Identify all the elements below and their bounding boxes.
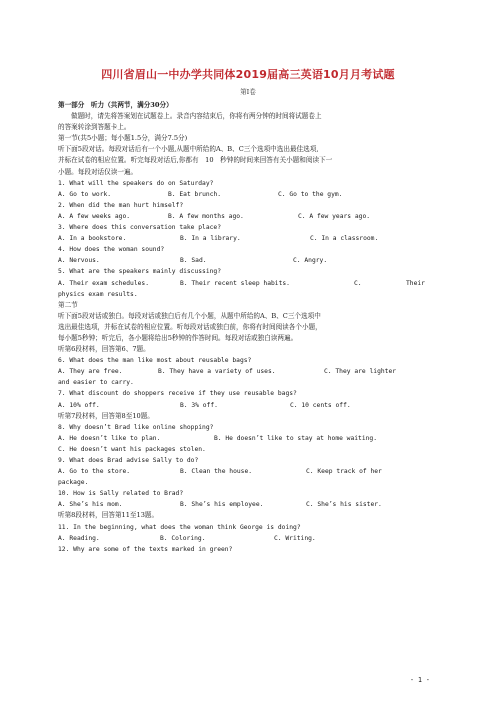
section2-title: 第二节 xyxy=(58,300,78,309)
question-5-continued: physics exam results. xyxy=(58,290,138,298)
question-1: 1. What will the speakers do on Saturday? xyxy=(58,179,214,187)
question-7: 7. What discount do shoppers receive if they use reusable bags? xyxy=(58,390,297,398)
question-7-options xyxy=(58,400,430,411)
part1-heading: 第一部分 听力（共两节，满分30分） xyxy=(58,101,173,109)
option: C. Go to the gym. xyxy=(278,190,343,198)
volume-label: 第Ⅰ卷 xyxy=(240,88,256,96)
question-3-options xyxy=(58,233,430,244)
option: A. They are free. xyxy=(58,368,123,376)
question-8-options xyxy=(58,433,430,444)
option: C. A few years ago. xyxy=(298,212,371,220)
option: A. Go to work. xyxy=(58,190,112,198)
section2-instruction-2: 选出最佳选项，并标在试卷的相应位置。听每段对话或独白前，你将有时间阅读各个小题， xyxy=(58,322,322,331)
intro-line-1: 做题时，请先将答案划在试题卷上。录音内容结束后，你将有两分钟的时间将试题卷上 xyxy=(71,112,322,121)
option: C. Keep track of her xyxy=(306,468,382,476)
page-number: - 1 - xyxy=(410,676,430,684)
section1-instruction-1: 听下面5段对话。每段对话后有一个小题,从题中所给的A、B、C三个选项中选出最佳选项, xyxy=(58,145,319,154)
option: A. In a bookstore. xyxy=(58,235,127,243)
question-6: 6. What does the man like most about reusable bags? xyxy=(58,357,252,365)
option: A. Reading. xyxy=(58,534,100,542)
material-6-heading: 听第6段材料，回答第6、7题。 xyxy=(58,345,150,354)
question-4-options xyxy=(58,255,430,266)
option: A. 10% off. xyxy=(58,401,100,409)
section1-title: 第一节(共5小题；每小题1.5分，满分7.5分) xyxy=(58,134,188,143)
question-5-options xyxy=(58,278,430,289)
option: C. They are lighter xyxy=(324,368,397,376)
option: B. Coloring. xyxy=(160,534,206,542)
option: B. Sad. xyxy=(180,257,207,265)
option: A. She’s his mom. xyxy=(58,501,123,509)
section2-instruction-1: 听下面5段对话或独白。每段对话或独白后有几个小题，从题中所给的A、B、C三个选项中 xyxy=(58,311,321,320)
exam-body xyxy=(58,100,430,555)
option: B. 3% off. xyxy=(180,401,218,409)
question-6-options xyxy=(58,366,430,377)
option: B. Eat brunch. xyxy=(168,190,222,198)
option: B. In a library. xyxy=(180,235,241,243)
question-10-options xyxy=(58,499,430,510)
question-9-continued: package. xyxy=(58,479,89,487)
question-11-options xyxy=(58,533,430,544)
option: B. She’s his employee. xyxy=(180,501,264,509)
option: C. 10 cents off. xyxy=(290,401,351,409)
question-11: 11. In the beginning, what does the woman think George is doing? xyxy=(58,523,301,531)
section2-instruction-3: 每小题5秒钟；听完后，各小题将给出5秒钟的作答时间。每段对话或独白读两遍。 xyxy=(58,333,298,342)
page-title: 四川省眉山一中办学共同体2019届高三英语10月月考试题 xyxy=(101,68,395,81)
option: Their xyxy=(406,279,425,287)
option: C. In a classroom. xyxy=(310,235,379,243)
question-9-options xyxy=(58,466,430,477)
question-9: 9. What does Brad advise Sally to do? xyxy=(58,457,199,464)
section1-instruction-2: 并标在试卷的相应位置。听完每段对话后,你都有 10 秒钟的时间来回答有关小题和阅读下一 xyxy=(58,156,333,165)
question-8: 8. Why doesn’t Brad like online shopping? xyxy=(58,423,214,431)
material-7-heading: 听第7段材料，回答第8至10题。 xyxy=(58,411,154,420)
option: B. He doesn’t like to stay at home waiting. xyxy=(214,434,378,442)
option: A. Nervous. xyxy=(58,257,100,265)
option: A. A few weeks ago. xyxy=(58,212,131,220)
option: B. A few months ago. xyxy=(168,212,244,220)
option: C. xyxy=(354,279,362,287)
option: B. Their recent sleep habits. xyxy=(180,279,290,287)
question-4: 4. How does the woman sound? xyxy=(58,246,165,254)
material-8-heading: 听第8段材料，回答第11至13题。 xyxy=(58,511,159,520)
question-8-continued: C. He doesn’t want his packages stolen. xyxy=(58,445,206,453)
question-6-continued: and easier to carry. xyxy=(58,379,134,387)
question-5: 5. What are the speakers mainly discussing? xyxy=(58,268,222,276)
question-3: 3. Where does this conversation take place? xyxy=(58,224,222,232)
option: C. Angry. xyxy=(293,257,328,265)
option: A. Go to the store. xyxy=(58,468,131,476)
question-1-options xyxy=(58,189,430,200)
option: B. Clean the house. xyxy=(180,468,253,476)
question-2-options xyxy=(58,211,430,222)
option: A. He doesn’t like to plan. xyxy=(58,434,161,442)
option: C. Writing. xyxy=(274,534,316,542)
intro-line-2: 的答案转涂到答题卡上。 xyxy=(58,123,131,132)
question-2: 2. When did the man hurt himself? xyxy=(58,201,184,209)
question-10: 10. How is Sally related to Brad? xyxy=(58,490,184,498)
question-12: 12. Why are some of the texts marked in green? xyxy=(58,545,233,553)
option: B. They have a variety of uses. xyxy=(158,368,276,376)
section1-instruction-3: 小题。每段对话仅读一遍。 xyxy=(58,167,138,176)
option: C. She’s his sister. xyxy=(306,501,382,509)
option: A. Their exam schedules. xyxy=(58,279,149,287)
